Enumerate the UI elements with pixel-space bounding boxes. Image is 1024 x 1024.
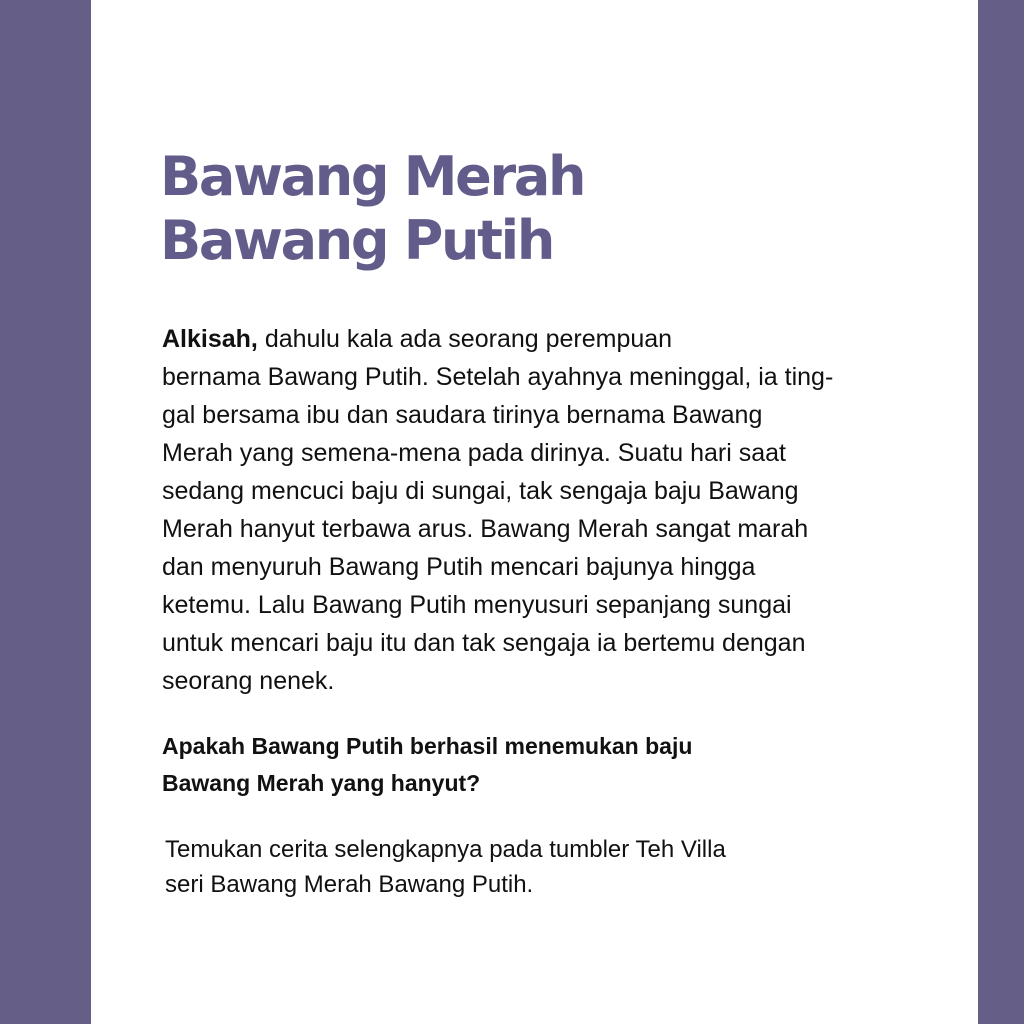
story-line: Merah hanyut terbawa arus. Bawang Merah sangat marah [162,515,809,543]
question-text [162,728,692,802]
story-line: untuk mencari baju itu dan tak sengaja ia bertemu dengan [162,629,806,657]
page-title [160,145,584,273]
story-line-text: dahulu kala ada seorang perempuan [257,325,673,353]
story-line: sedang mencuci baju di sungai, tak sengaja baju Bawang [162,477,799,505]
story-line [162,320,922,358]
story-line: ketemu. Lalu Bawang Putih menyusuri sepanjang sungai [162,591,792,619]
question-line-2: Bawang Merah yang hanyut? [162,770,481,796]
story-line: bernama Bawang Putih. Setelah ayahnya meninggal, ia ting- [162,363,834,391]
right-border-band [978,0,1024,1024]
title-line-2: Bawang Putih [160,209,554,272]
story-line: Merah yang semena-mena pada dirinya. Suatu hari saat [162,439,786,467]
title-line-1: Bawang Merah [160,145,585,208]
story-line: gal bersama ibu dan saudara tirinya bernama Bawang [162,401,763,429]
left-border-band [0,0,91,1024]
story-lead-word: Alkisah, [162,325,258,353]
footer-line-1: Temukan cerita selengkapnya pada tumbler Teh Villa [165,836,726,863]
footer-line-2: seri Bawang Merah Bawang Putih. [165,871,534,898]
question-line-1: Apakah Bawang Putih berhasil menemukan baju [162,733,693,759]
footer-note [165,832,726,902]
story-line: seorang nenek. [162,667,335,695]
story-line: dan menyuruh Bawang Putih mencari bajunya hingga [162,553,756,581]
story-paragraph [162,320,922,700]
